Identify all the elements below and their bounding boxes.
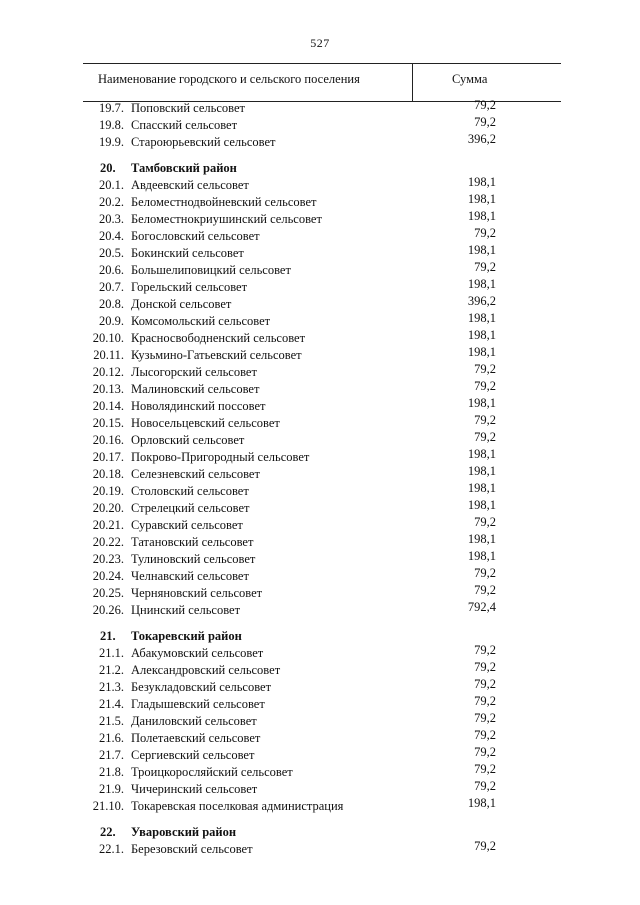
section-title: Токаревский район (131, 629, 242, 643)
row-number: 21.10. (92, 799, 124, 813)
row-number: 19.7. (99, 101, 124, 115)
row-number: 20.16. (92, 433, 124, 447)
sum-value: 198,1 (467, 209, 496, 223)
settlement-name: Сергиевский сельсовет (131, 748, 255, 762)
settlement-name: Староюрьевский сельсовет (131, 135, 276, 149)
settlement-name: Горельский сельсовет (131, 280, 248, 294)
row-number: 21.6. (99, 731, 124, 745)
row-number: 21.9. (99, 782, 124, 796)
settlement-name: Александровский сельсовет (131, 663, 281, 677)
sum-value: 79,2 (474, 413, 496, 427)
table-row (0, 345, 640, 365)
sum-value: 198,1 (467, 498, 496, 512)
settlement-name: Татановский сельсовет (131, 535, 254, 549)
table-row (0, 796, 640, 816)
sum-value: 79,2 (474, 762, 496, 776)
sum-value: 198,1 (467, 464, 496, 478)
table-row (0, 311, 640, 331)
row-number: 20.24. (92, 569, 124, 583)
table-row (0, 328, 640, 348)
sum-value: 792,4 (467, 600, 496, 614)
table-row (0, 583, 640, 603)
section-heading-row (0, 629, 640, 646)
table-row (0, 277, 640, 297)
section-spacer (0, 152, 640, 161)
row-number: 19.9. (99, 135, 124, 149)
settlement-name: Богословский сельсовет (131, 229, 260, 243)
row-number: 21.2. (99, 663, 124, 677)
section-spacer (0, 620, 640, 629)
settlement-name: Малиновский сельсовет (131, 382, 260, 396)
table-row (0, 643, 640, 663)
settlement-name: Цнинский сельсовет (131, 603, 241, 617)
sum-value: 198,1 (467, 447, 496, 461)
settlement-name: Покрово-Пригородный сельсовет (131, 450, 310, 464)
settlement-name: Орловский сельсовет (131, 433, 245, 447)
row-number: 20.26. (92, 603, 124, 617)
table-row (0, 294, 640, 314)
row-number: 20.3. (99, 212, 124, 226)
sum-value: 79,2 (474, 839, 496, 853)
table-row (0, 175, 640, 195)
sum-value: 79,2 (474, 643, 496, 657)
sum-value: 198,1 (467, 311, 496, 325)
table-row (0, 566, 640, 586)
sum-value: 79,2 (474, 98, 496, 112)
sum-value: 79,2 (474, 115, 496, 129)
sum-value: 79,2 (474, 583, 496, 597)
sum-value: 79,2 (474, 362, 496, 376)
sum-value: 79,2 (474, 677, 496, 691)
row-number: 20.1. (99, 178, 124, 192)
settlement-name: Столовский сельсовет (131, 484, 249, 498)
row-number: 20.5. (99, 246, 124, 260)
table-row (0, 379, 640, 399)
row-number: 21.7. (99, 748, 124, 762)
row-number: 20.7. (99, 280, 124, 294)
row-number: 20. (100, 161, 116, 175)
row-number: 20.22. (92, 535, 124, 549)
table-row (0, 839, 640, 859)
sum-value: 79,2 (474, 779, 496, 793)
row-number: 20.15. (92, 416, 124, 430)
table-row (0, 464, 640, 484)
table-row (0, 192, 640, 212)
sum-value: 198,1 (467, 396, 496, 410)
table-row (0, 132, 640, 152)
settlement-name: Беломестнодвойневский сельсовет (131, 195, 317, 209)
sum-value: 198,1 (467, 532, 496, 546)
table-row (0, 260, 640, 280)
section-heading-row (0, 825, 640, 842)
section-title: Тамбовский район (131, 161, 237, 175)
table-row (0, 677, 640, 697)
sum-value: 198,1 (467, 243, 496, 257)
settlement-name: Большелиповицкий сельсовет (131, 263, 291, 277)
table-body (0, 98, 640, 859)
row-number: 20.21. (92, 518, 124, 532)
sum-value: 79,2 (474, 379, 496, 393)
settlement-name: Комсомольский сельсовет (131, 314, 271, 328)
settlement-name: Стрелецкий сельсовет (131, 501, 250, 515)
page-number: 527 (310, 36, 330, 50)
row-number: 20.23. (92, 552, 124, 566)
row-number: 22. (100, 825, 116, 839)
settlement-name: Новосельцевский сельсовет (131, 416, 280, 430)
settlement-name: Полетаевский сельсовет (131, 731, 261, 745)
sum-value: 396,2 (467, 294, 496, 308)
sum-value: 79,2 (474, 728, 496, 742)
settlement-name: Спасский сельсовет (131, 118, 238, 132)
row-number: 20.18. (92, 467, 124, 481)
settlement-name: Бокинский сельсовет (131, 246, 244, 260)
settlement-name: Суравский сельсовет (131, 518, 243, 532)
row-number: 21.4. (99, 697, 124, 711)
settlement-name: Токаревская поселковая администрация (131, 799, 344, 813)
row-number: 20.13. (92, 382, 124, 396)
settlement-name: Беломестнокриушинский сельсовет (131, 212, 322, 226)
sum-value: 79,2 (474, 711, 496, 725)
settlement-name: Тулиновский сельсовет (131, 552, 256, 566)
table-row (0, 711, 640, 731)
section-spacer (0, 816, 640, 825)
row-number: 20.14. (92, 399, 124, 413)
header-name-column: Наименование городского и сельского поселения (98, 72, 360, 86)
row-number: 22.1. (99, 842, 124, 856)
section-title: Уваровский район (131, 825, 237, 839)
settlement-name: Абакумовский сельсовет (131, 646, 264, 660)
row-number: 19.8. (99, 118, 124, 132)
table-row (0, 115, 640, 135)
sum-value: 198,1 (467, 796, 496, 810)
sum-value: 198,1 (467, 277, 496, 291)
row-number: 20.10. (92, 331, 124, 345)
table-row (0, 762, 640, 782)
table-top-rule (83, 63, 561, 64)
settlement-name: Гладышевский сельсовет (131, 697, 265, 711)
row-number: 20.12. (92, 365, 124, 379)
sum-value: 79,2 (474, 694, 496, 708)
row-number: 21.3. (99, 680, 124, 694)
settlement-name: Черняновский сельсовет (131, 586, 263, 600)
settlement-name: Чичеринский сельсовет (131, 782, 258, 796)
row-number: 20.4. (99, 229, 124, 243)
sum-value: 79,2 (474, 430, 496, 444)
row-number: 20.19. (92, 484, 124, 498)
settlement-name: Троицкоросляйский сельсовет (131, 765, 293, 779)
table-row (0, 600, 640, 620)
table-row (0, 515, 640, 535)
sum-value: 198,1 (467, 328, 496, 342)
section-heading-row (0, 161, 640, 178)
sum-value: 79,2 (474, 260, 496, 274)
table-row (0, 243, 640, 263)
settlement-name: Челнавский сельсовет (131, 569, 249, 583)
settlement-name: Поповский сельсовет (131, 101, 245, 115)
table-row (0, 226, 640, 246)
settlement-name: Лысогорский сельсовет (131, 365, 257, 379)
settlement-name: Березовский сельсовет (131, 842, 253, 856)
sum-value: 198,1 (467, 549, 496, 563)
settlement-name: Красносвободненский сельсовет (131, 331, 306, 345)
sum-value: 396,2 (467, 132, 496, 146)
table-row (0, 660, 640, 680)
settlement-name: Даниловский сельсовет (131, 714, 257, 728)
table-row (0, 481, 640, 501)
settlement-name: Авдеевский сельсовет (131, 178, 249, 192)
table-row (0, 745, 640, 765)
table-row (0, 532, 640, 552)
row-number: 20.17. (92, 450, 124, 464)
row-number: 20.20. (92, 501, 124, 515)
settlement-name: Безукладовский сельсовет (131, 680, 272, 694)
sum-value: 79,2 (474, 515, 496, 529)
settlement-name: Селезневский сельсовет (131, 467, 260, 481)
sum-value: 79,2 (474, 226, 496, 240)
table-row (0, 498, 640, 518)
sum-value: 198,1 (467, 175, 496, 189)
settlement-name: Донской сельсовет (131, 297, 232, 311)
settlement-name: Кузьмино-Гатьевский сельсовет (131, 348, 302, 362)
table-row (0, 413, 640, 433)
row-number: 21. (100, 629, 116, 643)
row-number: 20.8. (99, 297, 124, 311)
row-number: 20.9. (99, 314, 124, 328)
row-number: 21.5. (99, 714, 124, 728)
row-number: 21.1. (99, 646, 124, 660)
table-row (0, 430, 640, 450)
sum-value: 198,1 (467, 481, 496, 495)
sum-value: 79,2 (474, 745, 496, 759)
table-row (0, 779, 640, 799)
table-row (0, 694, 640, 714)
header-sum-column: Сумма (452, 72, 488, 86)
table-row (0, 98, 640, 118)
row-number: 20.2. (99, 195, 124, 209)
row-number: 21.8. (99, 765, 124, 779)
table-row (0, 728, 640, 748)
settlement-name: Новолядинский поссовет (131, 399, 266, 413)
table-row (0, 396, 640, 416)
row-number: 20.11. (93, 348, 124, 362)
sum-value: 79,2 (474, 660, 496, 674)
row-number: 20.6. (99, 263, 124, 277)
sum-value: 198,1 (467, 192, 496, 206)
table-row (0, 362, 640, 382)
sum-value: 79,2 (474, 566, 496, 580)
table-row (0, 209, 640, 229)
header-column-separator (412, 63, 413, 101)
table-row (0, 549, 640, 569)
sum-value: 198,1 (467, 345, 496, 359)
table-row (0, 447, 640, 467)
row-number: 20.25. (92, 586, 124, 600)
